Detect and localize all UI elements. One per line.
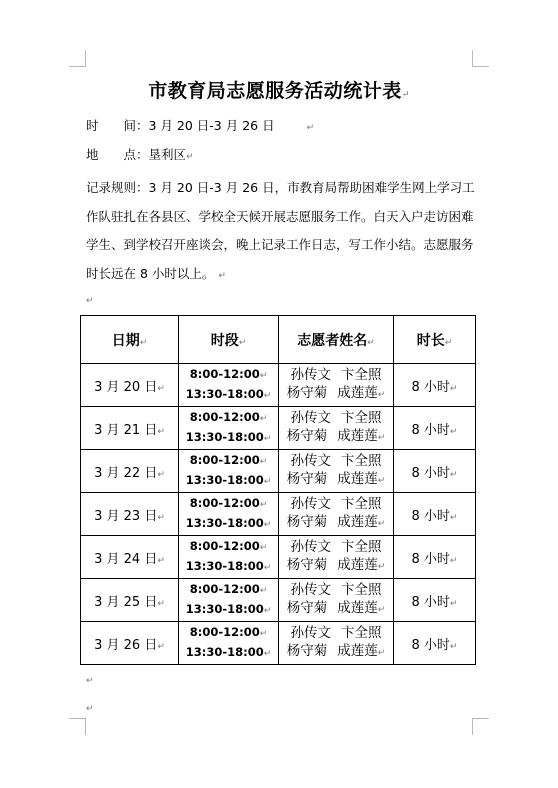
cell-mark: ↵	[263, 477, 272, 487]
table-body	[81, 364, 476, 665]
cell-mark: ↵	[449, 555, 458, 566]
cell-duration	[394, 622, 476, 665]
volunteer-name: 杨守菊	[286, 514, 328, 530]
paragraph-mark: ↵	[186, 152, 194, 162]
duration-text: 8 小时	[411, 551, 450, 567]
header-date	[81, 316, 179, 364]
cell-mark: ↵	[263, 606, 272, 616]
volunteer-name: 卞全照	[341, 453, 382, 469]
volunteer-name: 成莲莲	[337, 600, 378, 616]
cell-mark: ↵	[157, 426, 165, 437]
place-label: 地 点：	[86, 147, 149, 162]
cell-mark: ↵	[263, 434, 272, 444]
morning-slot-text: 8:00-12:00	[189, 453, 260, 467]
cell-mark: ↵	[259, 371, 268, 381]
volunteer-name: 杨守菊	[286, 600, 328, 616]
duration-text: 8 小时	[411, 594, 450, 610]
page-corner-mark-top-right	[472, 50, 489, 67]
cell-mark: ↵	[259, 543, 268, 553]
cell-mark: ↵	[377, 390, 386, 400]
morning-slot-text: 8:00-12:00	[189, 582, 260, 596]
cell-mark: ↵	[259, 500, 268, 510]
cell-mark: ↵	[449, 426, 458, 437]
names-line-2	[279, 642, 393, 662]
afternoon-slot	[179, 514, 278, 534]
names-line-2	[279, 599, 393, 619]
morning-slot	[179, 580, 278, 600]
header-duration	[394, 316, 476, 364]
volunteer-name: 孙传文	[290, 453, 331, 469]
cell-mark: ↵	[449, 641, 458, 652]
cell-mark: ↵	[377, 476, 386, 486]
morning-slot-text: 8:00-12:00	[189, 496, 260, 510]
cell-mark: ↵	[139, 337, 148, 348]
date-text: 3 月 22 日	[94, 465, 158, 481]
cell-mark: ↵	[263, 391, 272, 401]
morning-slot	[179, 623, 278, 643]
afternoon-slot	[179, 557, 278, 577]
page-corner-mark-bottom-right	[472, 718, 489, 735]
morning-slot	[179, 537, 278, 557]
names-line-2	[279, 427, 393, 447]
cell-mark: ↵	[377, 605, 386, 615]
cell-mark: ↵	[263, 520, 272, 530]
cell-volunteer-names	[279, 450, 394, 493]
date-text: 3 月 21 日	[94, 422, 158, 438]
morning-slot-text: 8:00-12:00	[189, 410, 260, 424]
cell-duration	[394, 450, 476, 493]
duration-text: 8 小时	[411, 379, 450, 395]
names-line-1	[279, 624, 393, 642]
date-text: 3 月 25 日	[94, 594, 158, 610]
document-title-text: 市教育局志愿服务活动统计表	[148, 80, 402, 102]
cell-time-slot	[179, 450, 279, 493]
empty-paragraph-mark: ↵	[86, 676, 94, 686]
names-line-2	[279, 384, 393, 404]
time-label: 时 间：	[86, 118, 149, 133]
cell-date	[81, 622, 179, 665]
cell-mark: ↵	[377, 519, 386, 529]
cell-time-slot	[179, 364, 279, 407]
afternoon-slot-text: 13:30-18:00	[185, 430, 264, 444]
page-corner-mark-bottom-left	[69, 718, 86, 735]
volunteer-name: 杨守菊	[286, 428, 328, 444]
cell-mark: ↵	[377, 433, 386, 443]
volunteer-name: 杨守菊	[286, 643, 328, 659]
empty-paragraph-mark: ↵	[86, 296, 94, 306]
volunteer-name: 孙传文	[290, 582, 331, 598]
afternoon-slot	[179, 471, 278, 491]
table-row	[81, 579, 476, 622]
header-date-text: 日期	[111, 332, 140, 349]
volunteer-name: 孙传文	[290, 625, 331, 641]
cell-mark: ↵	[263, 563, 272, 573]
cell-mark: ↵	[157, 555, 165, 566]
duration-text: 8 小时	[411, 637, 450, 653]
names-line-1	[279, 538, 393, 556]
header-time-slot	[179, 316, 279, 364]
place-value: 垦利区	[148, 147, 187, 162]
cell-duration	[394, 407, 476, 450]
names-line-2	[279, 470, 393, 490]
rules-label: 记录规则：	[86, 180, 149, 195]
volunteer-name: 成莲莲	[337, 385, 378, 401]
cell-volunteer-names	[279, 407, 394, 450]
volunteer-name: 孙传文	[290, 410, 331, 426]
cell-mark: ↵	[259, 629, 268, 639]
cell-duration	[394, 536, 476, 579]
names-line-2	[279, 513, 393, 533]
table-row	[81, 536, 476, 579]
cell-mark: ↵	[449, 469, 458, 480]
statistics-table	[80, 315, 476, 665]
cell-date	[81, 493, 179, 536]
volunteer-name: 孙传文	[290, 367, 331, 383]
duration-text: 8 小时	[411, 422, 450, 438]
place-line	[86, 147, 194, 165]
date-text: 3 月 23 日	[94, 508, 158, 524]
rules-paragraph	[86, 174, 478, 290]
afternoon-slot-text: 13:30-18:00	[185, 516, 264, 530]
volunteer-name: 杨守菊	[286, 557, 328, 573]
volunteer-name: 成莲莲	[337, 471, 378, 487]
volunteer-name: 孙传文	[290, 496, 331, 512]
header-duration-text: 时长	[416, 332, 445, 349]
cell-duration	[394, 493, 476, 536]
table-row	[81, 450, 476, 493]
cell-mark: ↵	[367, 337, 375, 348]
date-text: 3 月 24 日	[94, 551, 158, 567]
cell-date	[81, 579, 179, 622]
cell-mark: ↵	[157, 469, 165, 480]
table-row	[81, 493, 476, 536]
table-row	[81, 622, 476, 665]
cell-mark: ↵	[449, 512, 458, 523]
afternoon-slot	[179, 428, 278, 448]
names-line-1	[279, 581, 393, 599]
volunteer-name: 成莲莲	[337, 643, 378, 659]
morning-slot-text: 8:00-12:00	[189, 539, 260, 553]
cell-time-slot	[179, 622, 279, 665]
volunteer-name: 杨守菊	[286, 471, 328, 487]
cell-mark: ↵	[157, 383, 165, 394]
afternoon-slot-text: 13:30-18:00	[185, 559, 264, 573]
duration-text: 8 小时	[411, 465, 450, 481]
cell-volunteer-names	[279, 493, 394, 536]
names-line-1	[279, 366, 393, 384]
volunteer-name: 成莲莲	[337, 514, 378, 530]
afternoon-slot	[179, 643, 278, 663]
cell-date	[81, 536, 179, 579]
table-header-row	[81, 316, 476, 364]
volunteer-name: 成莲莲	[337, 428, 378, 444]
cell-mark: ↵	[157, 641, 165, 652]
cell-volunteer-names	[279, 579, 394, 622]
empty-paragraph-mark: ↵	[86, 704, 94, 714]
morning-slot	[179, 408, 278, 428]
names-line-1	[279, 495, 393, 513]
cell-date	[81, 364, 179, 407]
volunteer-name: 成莲莲	[337, 557, 378, 573]
cell-time-slot	[179, 407, 279, 450]
paragraph-mark: ↵	[218, 270, 226, 281]
morning-slot	[179, 451, 278, 471]
volunteer-name: 卞全照	[341, 367, 382, 383]
time-line	[86, 118, 314, 136]
names-line-1	[279, 452, 393, 470]
cell-volunteer-names	[279, 536, 394, 579]
morning-slot	[179, 494, 278, 514]
cell-duration	[394, 364, 476, 407]
cell-time-slot	[179, 493, 279, 536]
volunteer-name: 卞全照	[341, 410, 382, 426]
names-line-2	[279, 556, 393, 576]
volunteer-name: 卞全照	[341, 539, 382, 555]
cell-mark: ↵	[238, 337, 247, 348]
afternoon-slot-text: 13:30-18:00	[185, 645, 264, 659]
time-value: 3 月 20 日-3 月 26 日	[148, 118, 275, 133]
cell-mark: ↵	[444, 337, 453, 348]
cell-mark: ↵	[449, 383, 458, 394]
cell-mark: ↵	[259, 414, 268, 424]
duration-text: 8 小时	[411, 508, 450, 524]
cell-mark: ↵	[259, 457, 268, 467]
document-title	[0, 76, 558, 103]
cell-mark: ↵	[157, 512, 165, 523]
afternoon-slot-text: 13:30-18:00	[185, 387, 264, 401]
cell-mark: ↵	[377, 648, 386, 658]
table-row	[81, 364, 476, 407]
header-volunteer-names	[279, 316, 394, 364]
page-corner-mark-top-left	[69, 50, 86, 67]
volunteer-name: 卞全照	[341, 582, 382, 598]
rules-text: 3 月 20 日-3 月 26 日，市教育局帮助困难学生网上学习工作队驻扎在各县区、学校全天候开展志愿服务工作。白天入户走访困难学生、到学校召开座谈会，晚上记录工作日志，写工作小结。志愿服务时长远在 8 小时以上。	[86, 180, 475, 281]
cell-mark: ↵	[449, 598, 458, 609]
cell-date	[81, 407, 179, 450]
afternoon-slot	[179, 385, 278, 405]
table-row	[81, 407, 476, 450]
paragraph-mark: ↵	[401, 90, 410, 100]
afternoon-slot	[179, 600, 278, 620]
volunteer-name: 孙传文	[290, 539, 331, 555]
date-text: 3 月 26 日	[94, 637, 158, 653]
date-text: 3 月 20 日	[94, 379, 158, 395]
volunteer-name: 杨守菊	[286, 385, 328, 401]
afternoon-slot-text: 13:30-18:00	[185, 473, 264, 487]
cell-mark: ↵	[377, 562, 386, 572]
cell-time-slot	[179, 536, 279, 579]
volunteer-name: 卞全照	[341, 496, 382, 512]
cell-date	[81, 450, 179, 493]
cell-time-slot	[179, 579, 279, 622]
cell-volunteer-names	[279, 622, 394, 665]
morning-slot-text: 8:00-12:00	[189, 625, 260, 639]
morning-slot-text: 8:00-12:00	[189, 367, 260, 381]
cell-mark: ↵	[157, 598, 165, 609]
header-volunteer-names-text: 志愿者姓名	[297, 332, 368, 349]
cell-mark: ↵	[263, 649, 272, 659]
cell-mark: ↵	[259, 586, 268, 596]
cell-volunteer-names	[279, 364, 394, 407]
morning-slot	[179, 365, 278, 385]
afternoon-slot-text: 13:30-18:00	[185, 602, 264, 616]
volunteer-name: 卞全照	[341, 625, 382, 641]
names-line-1	[279, 409, 393, 427]
header-time-slot-text: 时段	[210, 332, 239, 349]
cell-duration	[394, 579, 476, 622]
paragraph-mark: ↵	[306, 123, 315, 133]
